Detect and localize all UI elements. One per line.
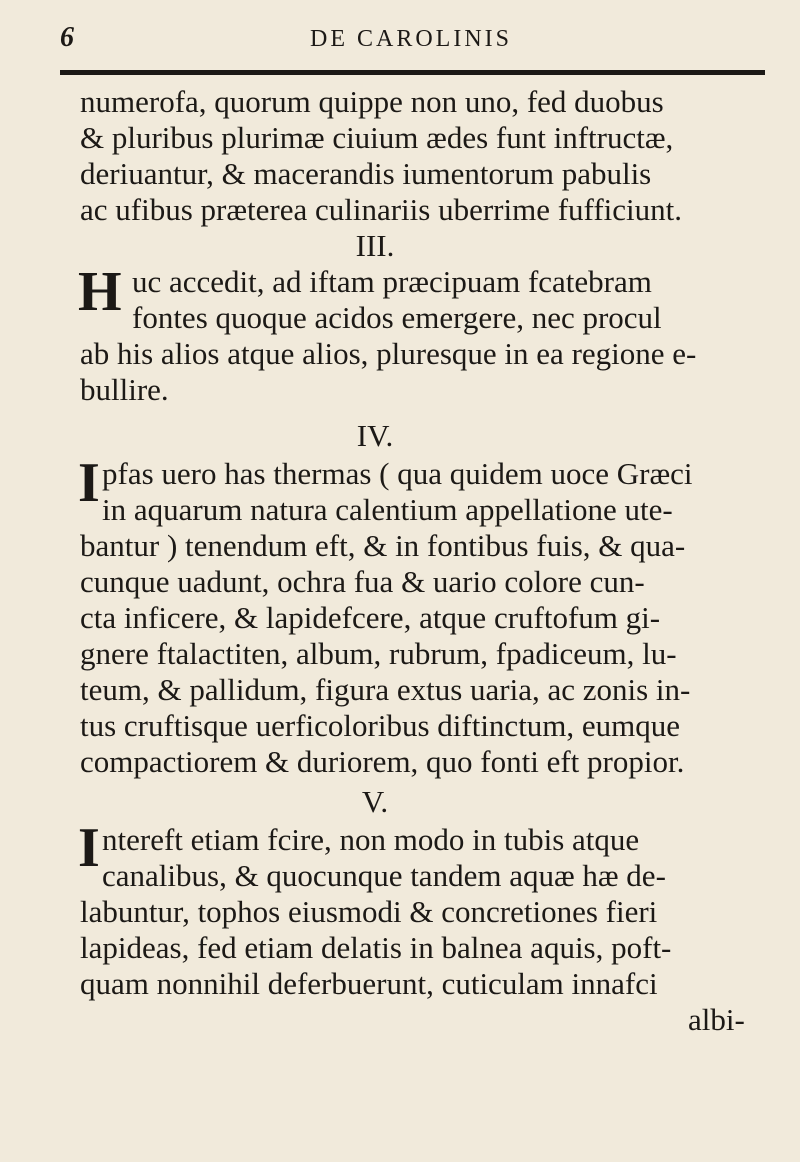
text-line: bullire. [80,372,169,407]
page-header [60,22,760,58]
drop-cap: I [78,817,100,879]
drop-cap: I [78,452,100,514]
text-line: quam nonnihil deferbuerunt, cuticulam innafci [80,966,658,1001]
section-numeral: V. [361,784,389,819]
text-line: gnere ftalactiten, album, rubrum, fpadiceum, lu- [80,636,677,671]
text-line: labuntur, tophos eiusmodi & concretiones fieri [80,894,658,929]
text-line: & pluribus plurimæ ciuium ædes funt inftructæ, [80,120,674,155]
header-rule [60,70,765,75]
section-numeral: IV. [356,418,394,453]
text-line: cunque uadunt, ochra fua & uario colore cun- [80,564,645,599]
text-line: pfas uero has thermas ( qua quidem uoce Græci [102,456,693,491]
text-line: compactiorem & duriorem, quo fonti eft propior. [80,744,685,779]
page-number: 6 [60,22,74,53]
text-line: lapideas, fed etiam delatis in balnea aquis, poft- [80,930,672,965]
running-title: DE CAROLINIS [310,26,512,52]
text-line: fontes quoque acidos emergere, nec procul [132,300,662,335]
text-line: tus cruftisque uerficoloribus diftinctum, eumque [80,708,681,743]
text-line: bantur ) tenendum eft, & in fontibus fuis, & qua- [80,528,686,563]
text-line: canalibus, & quocunque tandem aquæ hæ de- [102,858,666,893]
text-line: cta inficere, & lapidefcere, atque cruftofum gi- [80,600,661,635]
drop-cap: H [78,261,122,323]
text-line: ac ufibus præterea culinariis uberrime fufficiunt. [80,192,682,227]
text-line: in aquarum natura calentium appellatione ute- [102,492,673,527]
section-numeral: III. [355,228,395,263]
text-line: ntereft etiam fcire, non modo in tubis atque [102,822,640,857]
text-line: numerofa, quorum quippe non uno, fed duobus [80,84,664,119]
text-line: uc accedit, ad iftam præcipuam fcatebram [132,264,652,299]
text-line: deriuantur, & macerandis iumentorum pabulis [80,156,652,191]
text-line: ab his alios atque alios, pluresque in ea regione e- [80,336,697,371]
text-line: teum, & pallidum, figura extus uaria, ac zonis in- [80,672,691,707]
catchword: albi- [688,1002,745,1037]
